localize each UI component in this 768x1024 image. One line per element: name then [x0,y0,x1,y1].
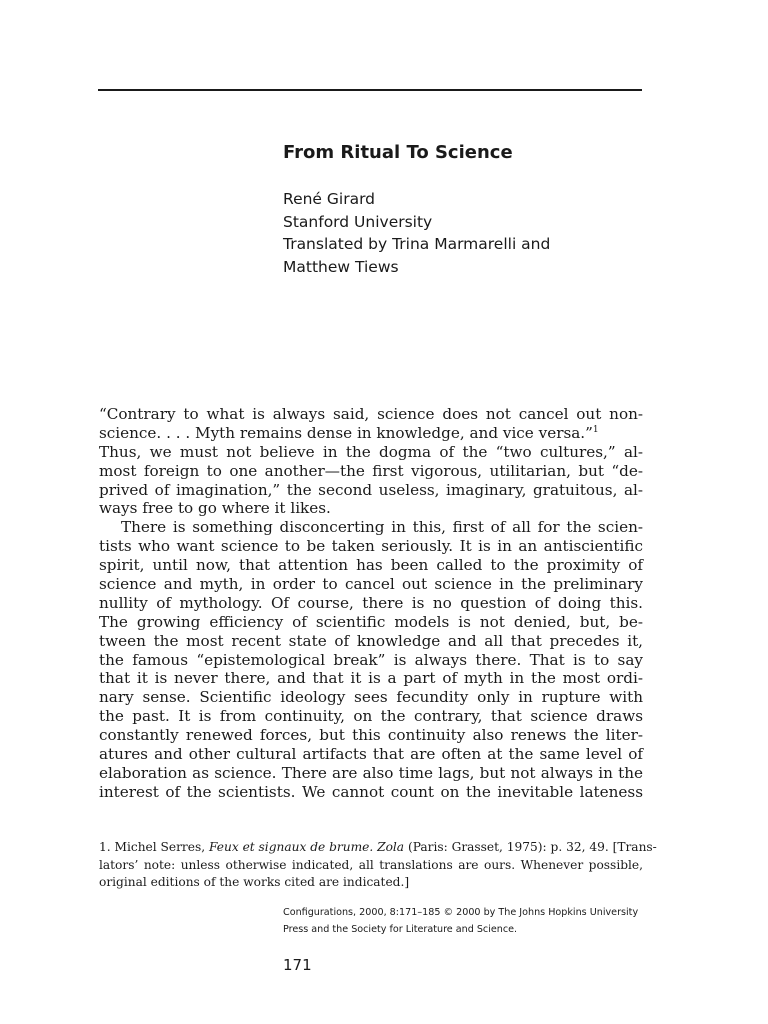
author-name: René Girard [283,190,376,208]
text-line: that it is never there, and that it is a part of myth in the most ordi- [99,669,643,688]
text-line: the past. It is from continuity, on the contrary, that science draws [99,707,643,726]
byline [283,188,663,278]
footnote-prefix: 1. Michel Serres, [99,840,209,854]
text-line: prived of imagination,” the second useless, imaginary, gratuitous, al- [99,480,643,499]
text-line: Thus, we must not believe in the dogma of the “two cultures,” al- [99,442,643,461]
imprint-line: Configurations, 2000, 8:171–185 © 2000 by The Johns Hopkins University [283,907,639,918]
text-line: The growing efficiency of scientific models is not denied, but, be- [99,612,643,631]
footnote-line: lators’ note: unless otherwise indicated, all translations are ours. Whenever possible, [99,857,643,872]
imprint-line: Press and the Society for Literature and Science. [283,923,518,935]
header-rule [98,89,642,91]
translator-line: Matthew Tiews [283,257,399,276]
text-line: spirit, until now, that attention has been called to the proximity of [99,556,643,575]
author-affiliation: Stanford University [283,212,433,231]
text-line: elaboration as science. There are also time lags, but not always in the [99,763,643,782]
cited-title: Feux et signaux de brume. Zola [208,840,405,854]
text-line: nullity of mythology. Of course, there is no question of doing this. [99,593,643,612]
article-header [283,140,663,278]
text-line: the famous “epistemological break” is always there. That is to say [99,650,643,669]
footnote-citation: (Paris: Grasset, 1975): p. 32, 49. [Trans- [404,840,657,854]
translator-line: Translated by Trina Marmarelli and [283,235,551,253]
page-number: 171 [283,956,312,974]
footnote-line: original editions of the works cited are indicated.] [99,875,410,890]
text-line: tween the most recent state of knowledge and all that precedes it, [99,631,643,650]
paragraph [99,405,643,518]
journal-imprint [283,905,663,938]
text-line: constantly renewed forces, but this continuity also renews the liter- [99,726,643,745]
paragraph [99,518,643,801]
text-line: interest of the scientists. We cannot count on the inevitable lateness [99,782,643,801]
text-line: ways free to go where it likes. [99,499,331,518]
article-title: From Ritual To Science [283,142,513,163]
text-line [99,424,643,443]
footnote-ref[interactable]: 1 [592,424,599,435]
text-line: atures and other cultural artifacts that are often at the same level of [99,745,643,764]
text-line: science and myth, in order to cancel out science in the preliminary [99,575,643,594]
body-text [99,405,643,802]
text-line: most foreign to one another—the first vigorous, utilitarian, but “de- [99,461,643,480]
footnote [99,839,657,892]
text-line: There is something disconcerting in this, first of all for the scien- [121,518,643,537]
text-line: “Contrary to what is always said, science does not cancel out non- [99,405,643,423]
footnote-line [99,839,657,857]
text-line: nary sense. Scientific ideology sees fecundity only in rupture with [99,688,643,707]
text-line: tists who want science to be taken seriously. It is in an antiscientific [99,537,643,556]
text-line-content: science. . . . Myth remains dense in knowledge, and vice versa.” [99,423,593,442]
